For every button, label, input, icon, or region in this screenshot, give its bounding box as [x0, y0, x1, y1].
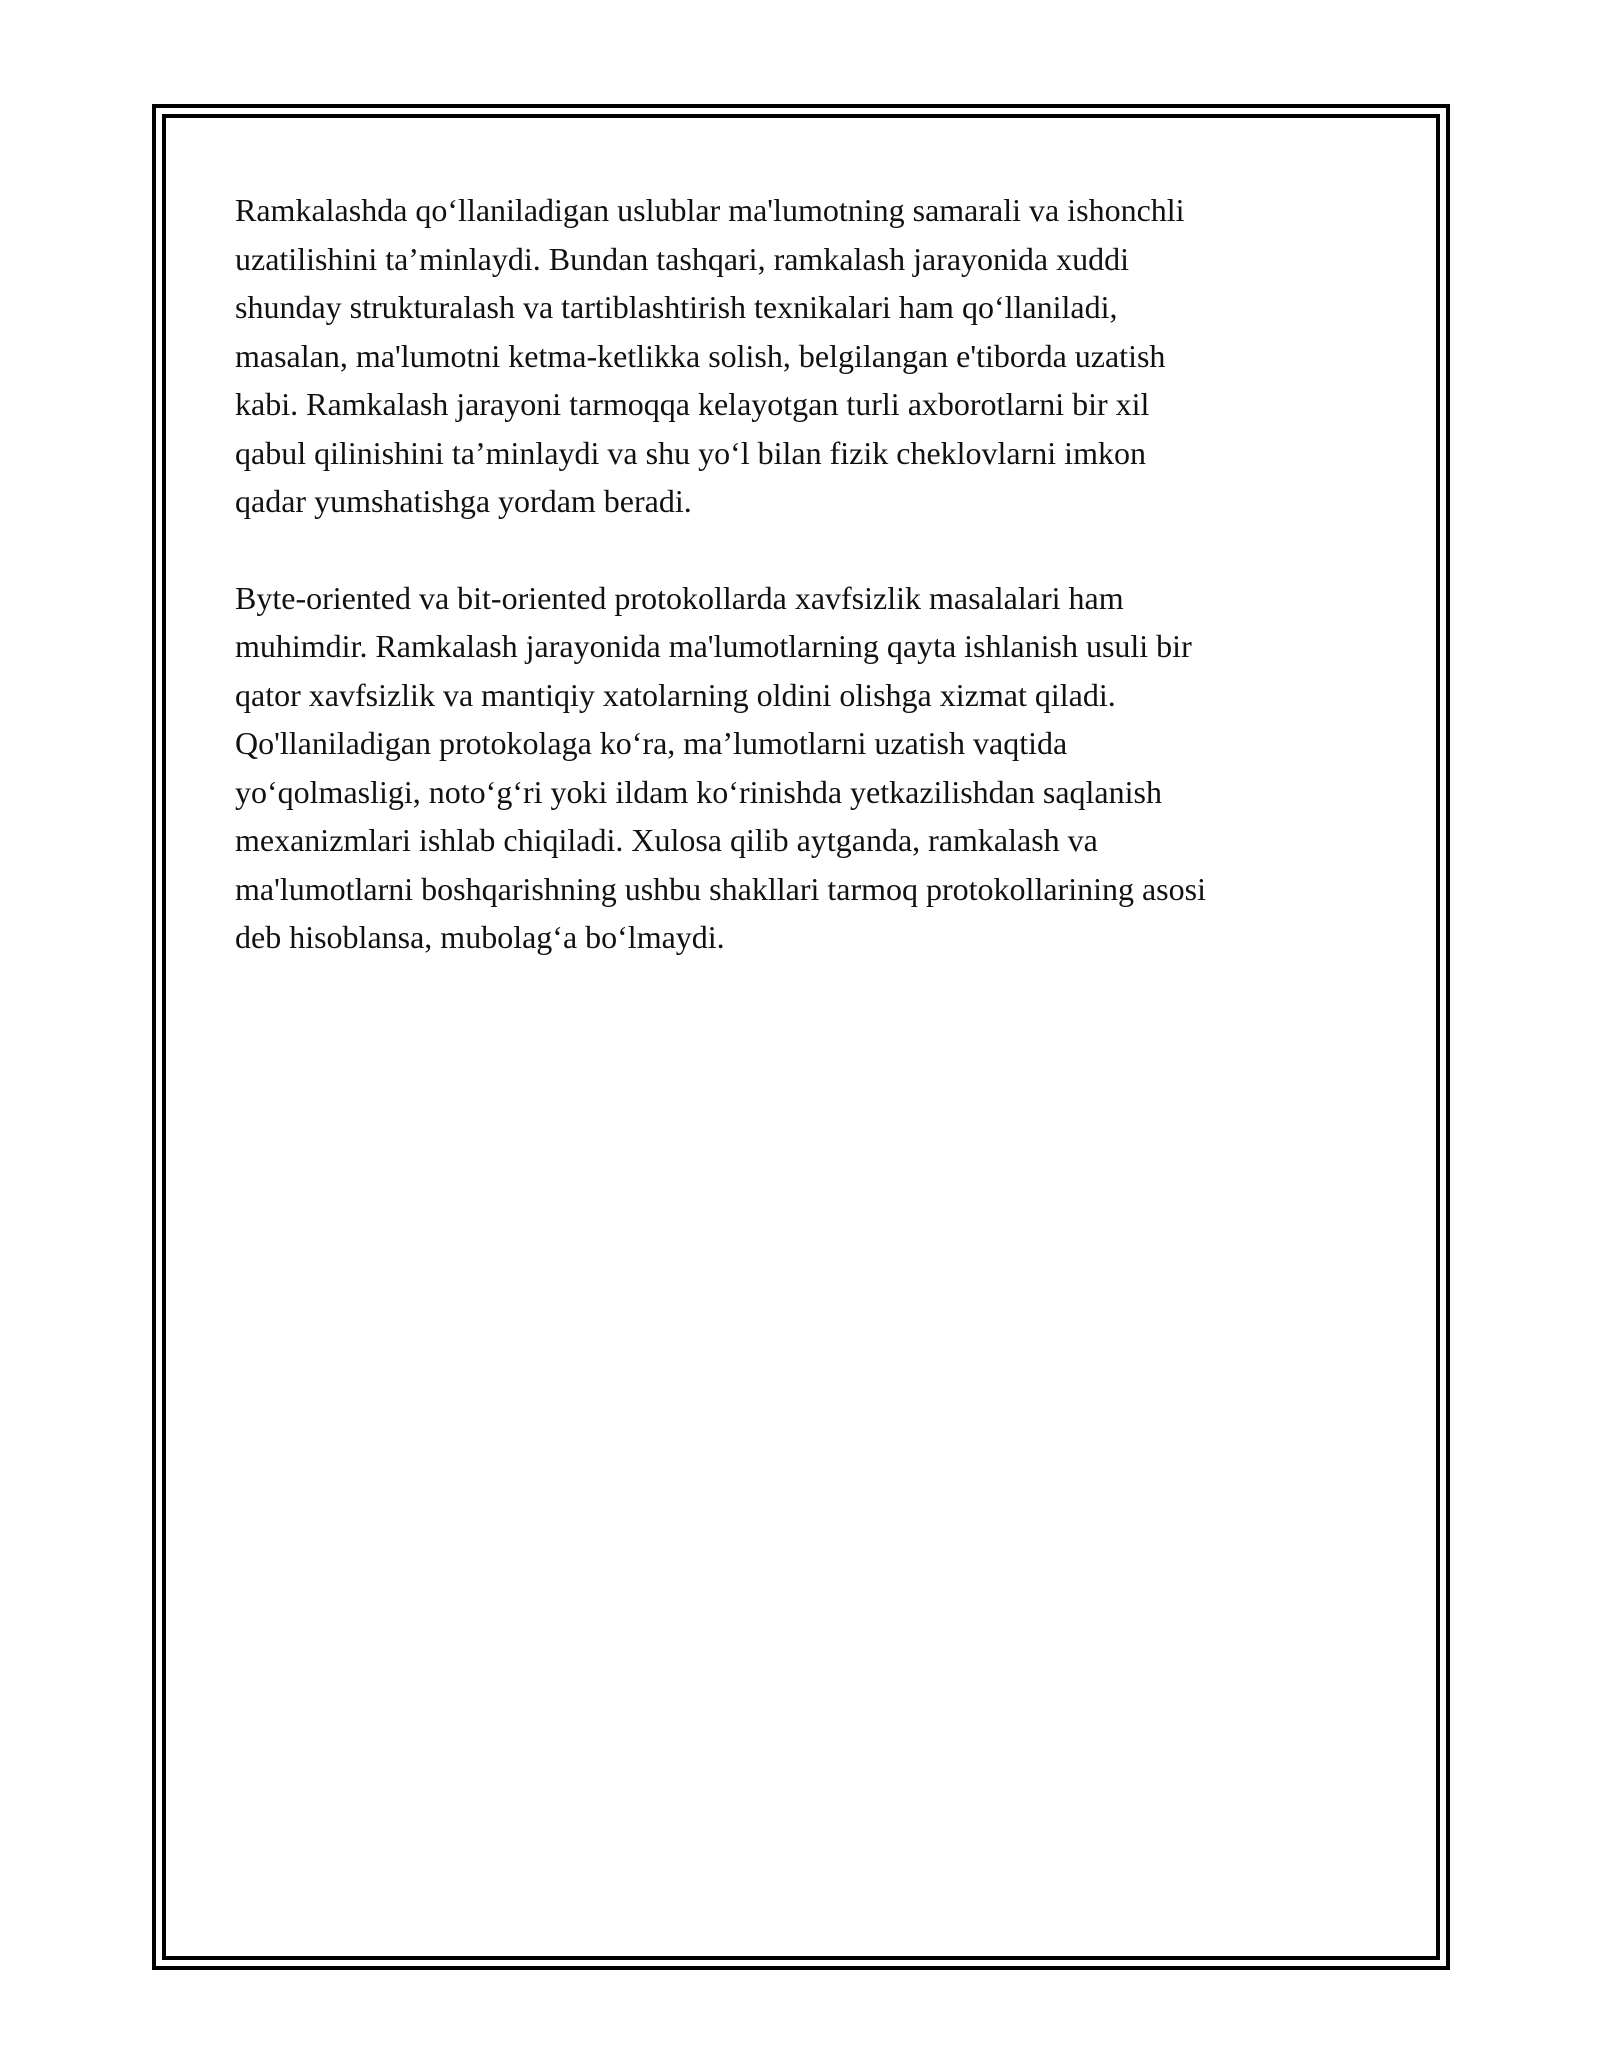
paragraph-1 [235, 186, 1375, 526]
paragraph-line: Byte-oriented va bit-oriented protokollarda xavfsizlik masalalari ham [235, 579, 1124, 616]
paragraph-line: uzatilishini ta’minlaydi. Bundan tashqari, ramkalash jarayonida xuddi [235, 240, 1129, 277]
paragraph-2 [235, 574, 1375, 962]
paragraph-line: ma'lumotlarni boshqarishning ushbu shakllari tarmoq protokollarining asosi [235, 870, 1206, 907]
paragraph-line: masalan, ma'lumotni ketma-ketlikka solish, belgilangan e'tiborda uzatish [235, 337, 1166, 374]
paragraph-line: yo‘qolmasligi, noto‘g‘ri yoki ildam ko‘rinishda yetkazilishdan saqlanish [235, 773, 1162, 810]
paragraph-line: Ramkalashda qo‘llaniladigan uslublar ma'lumotning samarali va ishonchli [235, 192, 1185, 228]
paragraph-line: Qo'llaniladigan protokolaga ko‘ra, ma’lumotlarni uzatish vaqtida [235, 725, 1068, 761]
paragraph-line: mexanizmlari ishlab chiqiladi. Xulosa qilib aytganda, ramkalash va [235, 822, 1098, 858]
paragraph-line: deb hisoblansa, mubolag‘a bo‘lmaydi. [235, 919, 725, 955]
paragraph-line: shunday strukturalash va tartiblashtirish texnikalari ham qo‘llaniladi, [235, 289, 1118, 325]
paragraph-line: qadar yumshatishga yordam beradi. [235, 483, 692, 519]
paragraph-line: qator xavfsizlik va mantiqiy xatolarning oldini olishga xizmat qiladi. [235, 676, 1116, 713]
paragraph-line: qabul qilinishini ta’minlaydi va shu yo‘l bilan fizik cheklovlarni imkon [235, 434, 1146, 471]
paragraph-line: muhimdir. Ramkalash jarayonida ma'lumotlarning qayta ishlanish usuli bir [235, 628, 1192, 664]
paragraph-line: kabi. Ramkalash jarayoni tarmoqqa kelayotgan turli axborotlarni bir xil [235, 386, 1150, 422]
document-body [235, 186, 1375, 1010]
